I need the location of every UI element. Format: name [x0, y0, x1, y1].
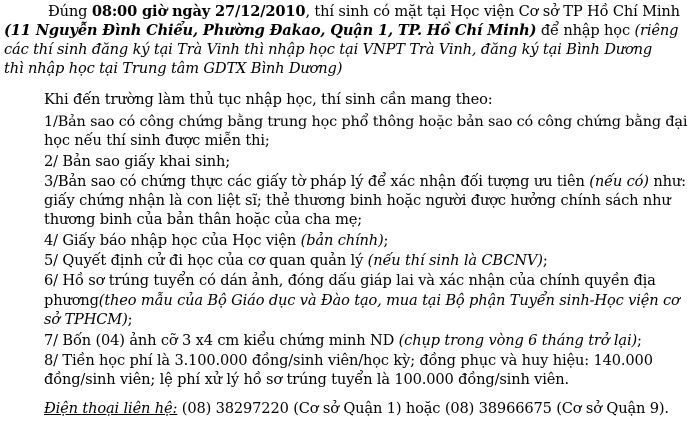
list-item-5 — [44, 252, 548, 270]
list-item-8-line-1: 8/ Tiền học phí là 3.100.000 đồng/sinh viên/học kỳ; đồng phục và huy hiệu: 140.000 — [44, 352, 653, 369]
contact-line — [44, 400, 669, 418]
list-item-3-text: 3/Bản sao có chứng thực các giấy tờ pháp lý để xác nhận đối tượng ưu tiên — [44, 173, 590, 190]
intro-address: (11 Nguyễn Đình Chiểu, Phường Đakao, Quận 1, TP. Hồ Chí Minh) — [4, 22, 537, 39]
intro-venue: , thí sinh có mặt tại Học viện Cơ sở TP Hồ Chí Minh — [305, 3, 680, 20]
list-item-1-line-2: học nếu thí sinh được miễn thi; — [44, 132, 270, 149]
list-item-3-line-3: thương binh của bản thân hoặc của cha mẹ; — [44, 211, 363, 228]
list-item-7 — [44, 332, 642, 350]
list-item-7-text: 7/ Bốn (04) ảnh cỡ 3 x4 cm kiểu chứng minh ND — [44, 332, 399, 349]
list-item-1-line-1: 1/Bản sao có công chứng bằng trung học phổ thông hoặc bản sao có công chứng bằng đại — [44, 114, 688, 130]
list-item-6-line-1: 6/ Hồ sơ trúng tuyển có dán ảnh, đóng dấu giáp lai và xác nhận của chính quyền địa — [44, 272, 656, 289]
intro-line-1 — [48, 3, 680, 21]
list-item-6-text: phương — [44, 292, 99, 309]
list-item-5-note: (nếu thí sinh là CBCNV) — [367, 252, 543, 269]
list-item-3-line-1 — [44, 173, 686, 191]
list-item-6-line-3 — [44, 311, 132, 329]
list-item-7-note: (chụp trong vòng 6 tháng trở lại) — [398, 332, 638, 349]
list-item-4-suffix: ; — [383, 232, 389, 249]
list-item-4-text: 4/ Giấy báo nhập học của Học viện — [44, 232, 301, 249]
list-item-2: 2/ Bản sao giấy khai sinh; — [44, 153, 230, 170]
list-item-4 — [44, 232, 388, 250]
contact-label: Điện thoại liên hệ: — [44, 400, 178, 417]
contact-numbers: (08) 38297220 (Cơ sở Quận 1) hoặc (08) 38966675 (Cơ sở Quận 9). — [177, 400, 669, 417]
intro-line-2 — [4, 22, 678, 40]
list-item-3-note: (nếu có) — [589, 173, 649, 190]
list-item-6-line-2 — [44, 292, 680, 310]
intro-line-3: các thí sinh đăng ký tại Trà Vinh thì nhập học tại VNPT Trà Vinh, đăng ký tại Bình Dương — [4, 41, 653, 58]
list-item-6-suffix: ; — [127, 311, 133, 328]
list-item-4-note: (bản chính) — [300, 232, 384, 249]
list-item-3-suffix: như: — [648, 173, 686, 190]
list-item-5-text: 5/ Quyết định cử đi học của cơ quan quản lý — [44, 252, 368, 269]
intro-datetime: 08:00 giờ ngày 27/12/2010 — [91, 3, 306, 20]
list-item-6-note-end: sở TPHCM) — [44, 311, 128, 328]
intro-note-start: (riêng — [634, 22, 679, 39]
list-heading: Khi đến trường làm thủ tục nhập học, thí sinh cần mang theo: — [44, 91, 493, 108]
list-item-3-line-2: giấy chứng nhận là con liệt sĩ; thẻ thương binh hoặc người được hưởng chính sách như — [44, 192, 671, 209]
list-item-7-suffix: ; — [637, 332, 642, 349]
list-item-5-suffix: ; — [542, 252, 548, 269]
intro-prefix: Đúng — [48, 3, 92, 20]
list-item-8-line-2: đồng/sinh viên; lệ phí xử lý hồ sơ trúng tuyển là 100.000 đồng/sinh viên. — [44, 371, 570, 388]
list-item-6-note: (theo mẫu của Bộ Giáo dục và Đào tạo, mua tại Bộ phận Tuyển sinh-Học viện cơ — [98, 292, 680, 309]
intro-line-4: thì nhập học tại Trung tâm GDTX Bình Dương) — [4, 60, 343, 77]
intro-enroll-text: để nhập học — [536, 22, 635, 39]
